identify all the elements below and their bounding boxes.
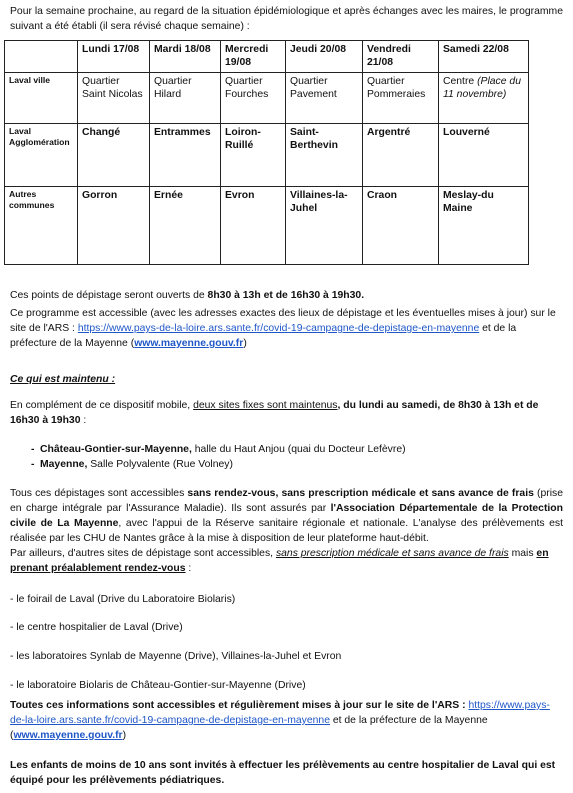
row-label: Autres communes (5, 187, 78, 265)
prefecture-link[interactable]: www.mayenne.gouv.fr (134, 338, 244, 349)
list-item (10, 457, 563, 472)
table-header-cell: Jeudi 20/08 (286, 41, 363, 73)
intro-paragraph: Pour la semaine prochaine, au regard de la situation épidémiologique et après échanges avec les maires, le programme suivant a été établi (il sera révisé chaque semaine) : (10, 6, 563, 32)
other-sites-italic: sans prescription médicale et sans avance de frais (275, 548, 509, 559)
hours-paragraph (10, 288, 563, 303)
lab-item: - le centre hospitalier de Laval (Drive) (10, 622, 183, 633)
lab-item: - les laboratoires Synlab de Mayenne (Drive), Villaines-la-Juhel et Evron (10, 651, 342, 662)
table-header-cell: Mardi 18/08 (150, 41, 221, 73)
maintained-heading: Ce qui est maintenu : (10, 374, 116, 385)
list-item (10, 442, 563, 457)
access-mid: (prise en charge intégrale par l'Assurance Maladie). Ils sont assurés par (10, 488, 563, 514)
table-cell: Loiron-Ruillé (221, 124, 286, 187)
complement-end: : (80, 415, 87, 426)
table-cell: Ernée (150, 187, 221, 265)
cell-note-text: (Place du 11 novembre) (443, 76, 521, 100)
table-cell: Craon (363, 187, 439, 265)
complement-underlined: deux sites fixes sont maintenus (193, 400, 338, 411)
table-cell: Quartier Hilard (150, 73, 221, 124)
site-name: Mayenne, (40, 459, 88, 470)
access-end: , avec l'appui de la Réserve sanitaire régionale et nationale. L'analyse des prélèvements est réalisée par les CHU de Nantes grâce à la mise à disposition de leur plateforme haut-débit. (10, 518, 564, 544)
site-detail: halle du Haut Anjou (quai du Docteur Lefèvre) (191, 444, 406, 455)
ars-link[interactable]: https://www.pays-de-la-loire.ars.sante.fr/covid-19-campagne-de-depistage-en-mayenne (10, 700, 550, 726)
fixed-sites-list (10, 442, 563, 472)
table-cell: Gorron (78, 187, 150, 265)
site-detail: Salle Polyvalente (Rue Volney) (87, 459, 233, 470)
table-cell: Villaines-la-Juhel (286, 187, 363, 265)
complement-paragraph (10, 398, 563, 428)
other-sites-paragraph (10, 546, 563, 576)
table-cell (439, 73, 529, 124)
table-header-row (5, 41, 529, 73)
lab-item: - le foirail de Laval (Drive du Laboratoire Biolaris) (10, 594, 236, 605)
other-sites-text: Par ailleurs, d'autres sites de dépistage sont accessibles, (10, 548, 276, 559)
table-header-cell: Samedi 22/08 (439, 41, 529, 73)
all-info-bold: Toutes ces informations sont accessibles et régulièrement mises à jour sur le site de l'ARS : (10, 700, 469, 711)
schedule-table (4, 40, 529, 265)
table-cell: Entrammes (150, 124, 221, 187)
all-info-mid: et de la préfecture de la Mayenne ( (10, 715, 488, 741)
other-sites-mid: mais (508, 548, 537, 559)
table-cell: Louverné (439, 124, 529, 187)
table-row (5, 124, 529, 187)
cell-main-text: Centre (443, 76, 475, 87)
table-header-cell (5, 41, 78, 73)
table-cell: Quartier Pavement (286, 73, 363, 124)
all-info-paragraph (10, 698, 563, 743)
access-text: Tous ces dépistages sont accessibles (10, 488, 188, 499)
table-cell: Evron (221, 187, 286, 265)
other-sites-end: : (185, 563, 192, 574)
table-row (5, 73, 529, 124)
children-paragraph: Les enfants de moins de 10 ans sont invités à effectuer les prélèvements au centre hospitalier de Laval qui est équipé pour les prélèvements pédiatriques. (10, 760, 556, 786)
programme-end: ) (243, 338, 247, 349)
row-label: Laval Agglomération (5, 124, 78, 187)
table-header-cell: Vendredi 21/08 (363, 41, 439, 73)
table-cell: Quartier Pommeraies (363, 73, 439, 124)
access-paragraph (10, 486, 563, 546)
ars-link[interactable]: https://www.pays-de-la-loire.ars.sante.fr/covid-19-campagne-de-depistage-en-mayenne (77, 323, 480, 334)
prefecture-link[interactable]: www.mayenne.gouv.fr (13, 730, 123, 741)
access-bold1: sans rendez-vous, sans prescription médicale et sans avance de frais (187, 488, 534, 499)
table-cell: Quartier Saint Nicolas (78, 73, 150, 124)
row-label: Laval ville (5, 73, 78, 124)
hours-bold: 8h30 à 13h et de 16h30 à 19h30. (207, 290, 365, 301)
table-cell: Quartier Fourches (221, 73, 286, 124)
table-header-cell: Lundi 17/08 (78, 41, 150, 73)
access-bold2: l'Association Départementale de la Protection civile de La Mayenne (10, 503, 563, 529)
other-sites-bold: en prenant préalablement rendez-vous (10, 548, 549, 574)
table-cell: Changé (78, 124, 150, 187)
programme-text: Ce programme est accessible (avec les adresses exactes des lieux de dépistage et les éventuelles mises à jour) sur le site de l'ARS : (10, 308, 556, 334)
programme-paragraph (10, 306, 563, 351)
programme-mid: et de la préfecture de la Mayenne ( (10, 323, 517, 349)
table-cell: Saint-Berthevin (286, 124, 363, 187)
complement-text: En complément de ce dispositif mobile, (10, 400, 194, 411)
table-cell: Argentré (363, 124, 439, 187)
table-header-cell: Mercredi 19/08 (221, 41, 286, 73)
lab-item: - le laboratoire Biolaris de Château-Gontier-sur-Mayenne (Drive) (10, 680, 306, 691)
all-info-end: ) (122, 730, 127, 741)
site-name: Château-Gontier-sur-Mayenne, (40, 444, 192, 455)
hours-text: Ces points de dépistage seront ouverts de (10, 290, 208, 301)
table-cell: Meslay-du Maine (439, 187, 529, 265)
table-row (5, 187, 529, 265)
complement-bold: , du lundi au samedi, de 8h30 à 13h et de 16h30 à 19h30 (10, 400, 539, 426)
